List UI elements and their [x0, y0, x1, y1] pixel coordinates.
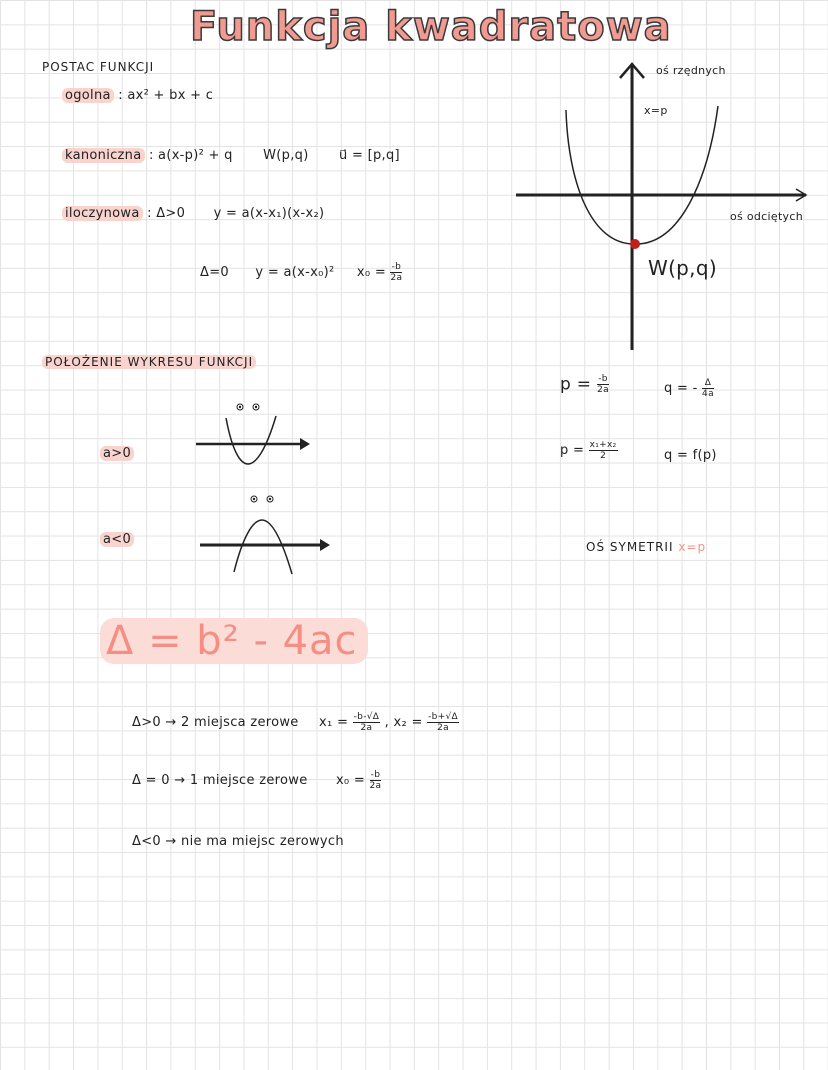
parabola-curve	[566, 106, 718, 244]
case3-text: → nie ma miejsc zerowych	[165, 834, 344, 849]
x2-fraction: $\frac{-b+√\Delta}{2a}$	[428, 712, 459, 733]
vertex-label: W(p,q)	[648, 256, 717, 280]
product0-cond: Δ=0	[200, 265, 229, 280]
canonical-expr: : a(x-p)² + q	[148, 148, 233, 163]
vector-notation: u⃗ = [p,q]	[339, 148, 400, 163]
x0-label: x₀ =	[356, 265, 387, 280]
case1-cond: Δ>0	[132, 715, 161, 730]
x0-root-label: x₀ =	[335, 773, 366, 788]
general-expr: : ax² + bx + c	[118, 88, 214, 103]
forms-heading: POSTAC FUNKCJI	[42, 60, 155, 74]
q-label: q = -	[664, 381, 698, 396]
q-formula-fp: q = f(p)	[664, 448, 717, 463]
page-title: Funkcja kwadratowa	[190, 4, 672, 50]
a-negative-label: a<0	[100, 532, 134, 547]
x0-root-fraction: $\frac{-b}{2a}$	[369, 770, 382, 791]
symmetry-label: OŚ SYMETRII	[586, 540, 674, 554]
product-cond: : Δ>0	[147, 206, 186, 221]
symmetry-axis-label: x=p	[644, 104, 668, 117]
y-axis-label: oś rzędnych	[656, 64, 726, 77]
case3-cond: Δ<0	[132, 834, 161, 849]
general-label: ogolna	[62, 88, 114, 103]
p-label: p =	[560, 374, 592, 395]
case1-text: → 2 miejsca zerowe	[165, 715, 299, 730]
roots-separator: ,	[384, 715, 390, 730]
case2-cond: Δ = 0	[132, 773, 170, 788]
delta-formula: Δ = b² - 4ac	[100, 618, 368, 664]
x2-label: x₂ =	[393, 715, 423, 730]
vertex-notation: W(p,q)	[263, 148, 309, 163]
happy-face-icon	[237, 404, 259, 410]
sad-face-icon	[251, 496, 273, 502]
x1-label: x₁ =	[319, 715, 349, 730]
product-expr: y = a(x-x₁)(x-x₂)	[213, 206, 325, 221]
a-neg-parabola	[234, 520, 292, 574]
p-fraction: $\frac{-b}{2a}$	[597, 374, 609, 395]
canonical-label: kanoniczna	[62, 148, 145, 163]
case2-text: → 1 miejsce zerowe	[174, 773, 308, 788]
position-heading: POŁOŻENIE WYKRESU FUNKCJI	[42, 355, 256, 369]
x1-fraction: $\frac{-b-√\Delta}{2a}$	[353, 712, 380, 733]
vertex-point	[630, 239, 640, 249]
a-pos-arrow-icon	[300, 438, 310, 450]
a-neg-arrow-icon	[320, 539, 330, 551]
product-label: iloczynowa	[62, 206, 143, 221]
a-pos-parabola	[226, 416, 276, 464]
x0-fraction: $\frac{-b}{2a}$	[390, 262, 403, 283]
product0-expr: y = a(x-x₀)²	[255, 265, 335, 280]
x-axis-label: oś odciętych	[730, 210, 803, 223]
p2-label: p =	[560, 443, 585, 458]
q-fraction: $\frac{\Delta}{4a}$	[702, 378, 714, 399]
a-positive-label: a>0	[100, 446, 134, 461]
p2-fraction: $\frac{\text{x₁+x₂}}{2}$	[589, 440, 617, 461]
symmetry-value: x=p	[678, 540, 707, 554]
